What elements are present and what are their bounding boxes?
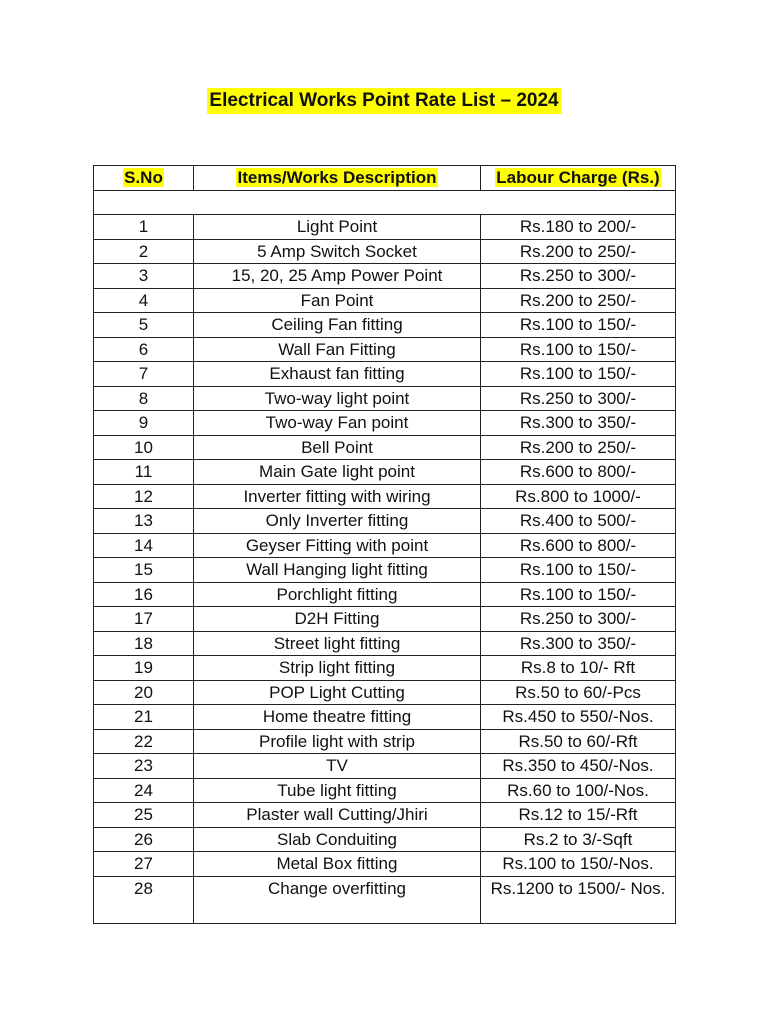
cell-charge: Rs.250 to 300/- (481, 386, 676, 411)
cell-charge: Rs.250 to 300/- (481, 264, 676, 289)
cell-description: Ceiling Fan fitting (194, 313, 481, 338)
cell-description: Slab Conduiting (194, 827, 481, 852)
cell-charge: Rs.100 to 150/-Nos. (481, 852, 676, 877)
cell-description: Inverter fitting with wiring (194, 484, 481, 509)
table-row (94, 533, 676, 558)
cell-charge: Rs.300 to 350/- (481, 631, 676, 656)
page-title: Electrical Works Point Rate List – 2024 (207, 88, 560, 114)
table-row (94, 386, 676, 411)
title-container (0, 88, 768, 114)
table-row (94, 778, 676, 803)
cell-description: Change overfitting (194, 876, 481, 923)
cell-description: Main Gate light point (194, 460, 481, 485)
cell-description: Street light fitting (194, 631, 481, 656)
table-row (94, 288, 676, 313)
cell-sno: 15 (94, 558, 194, 583)
cell-sno: 19 (94, 656, 194, 681)
cell-sno: 1 (94, 215, 194, 240)
cell-sno: 18 (94, 631, 194, 656)
cell-sno: 14 (94, 533, 194, 558)
cell-sno: 21 (94, 705, 194, 730)
cell-description: Profile light with strip (194, 729, 481, 754)
cell-sno: 28 (94, 876, 194, 923)
table-row (94, 313, 676, 338)
cell-sno: 20 (94, 680, 194, 705)
table-row (94, 631, 676, 656)
table-row (94, 803, 676, 828)
header-charge (481, 166, 676, 191)
table-body (94, 191, 676, 924)
table-row (94, 852, 676, 877)
table-row (94, 411, 676, 436)
cell-sno: 10 (94, 435, 194, 460)
table-row (94, 705, 676, 730)
table-row (94, 729, 676, 754)
table-row (94, 362, 676, 387)
table-row (94, 239, 676, 264)
cell-charge: Rs.12 to 15/-Rft (481, 803, 676, 828)
cell-charge: Rs.100 to 150/- (481, 582, 676, 607)
table-row (94, 656, 676, 681)
table-row (94, 827, 676, 852)
header-charge-label: Labour Charge (Rs.) (496, 168, 660, 187)
cell-sno: 25 (94, 803, 194, 828)
cell-charge: Rs.8 to 10/- Rft (481, 656, 676, 681)
rate-table (93, 165, 676, 924)
cell-description: 5 Amp Switch Socket (194, 239, 481, 264)
table-row (94, 876, 676, 923)
header-sno-label: S.No (124, 168, 163, 187)
cell-sno: 3 (94, 264, 194, 289)
cell-sno: 17 (94, 607, 194, 632)
table-row (94, 582, 676, 607)
cell-description: Metal Box fitting (194, 852, 481, 877)
cell-sno: 22 (94, 729, 194, 754)
cell-description: Home theatre fitting (194, 705, 481, 730)
cell-sno: 6 (94, 337, 194, 362)
table-header-row (94, 166, 676, 191)
cell-charge: Rs.200 to 250/- (481, 435, 676, 460)
cell-description: Wall Fan Fitting (194, 337, 481, 362)
spacer-cell (94, 191, 676, 215)
cell-sno: 13 (94, 509, 194, 534)
cell-charge: Rs.600 to 800/- (481, 533, 676, 558)
table-row (94, 509, 676, 534)
cell-description: Geyser Fitting with point (194, 533, 481, 558)
cell-charge: Rs.200 to 250/- (481, 288, 676, 313)
table-row (94, 607, 676, 632)
cell-charge: Rs.50 to 60/-Rft (481, 729, 676, 754)
cell-description: Bell Point (194, 435, 481, 460)
table-row (94, 460, 676, 485)
cell-sno: 11 (94, 460, 194, 485)
cell-description: D2H Fitting (194, 607, 481, 632)
spacer-row (94, 191, 676, 215)
cell-charge: Rs.100 to 150/- (481, 313, 676, 338)
table-row (94, 435, 676, 460)
cell-charge: Rs.50 to 60/-Pcs (481, 680, 676, 705)
table-row (94, 215, 676, 240)
cell-charge: Rs.350 to 450/-Nos. (481, 754, 676, 779)
cell-sno: 7 (94, 362, 194, 387)
table-row (94, 484, 676, 509)
cell-description: Only Inverter fitting (194, 509, 481, 534)
cell-sno: 26 (94, 827, 194, 852)
header-sno (94, 166, 194, 191)
cell-description: Plaster wall Cutting/Jhiri (194, 803, 481, 828)
cell-description: Wall Hanging light fitting (194, 558, 481, 583)
cell-sno: 12 (94, 484, 194, 509)
table-row (94, 680, 676, 705)
cell-sno: 4 (94, 288, 194, 313)
header-description-label: Items/Works Description (237, 168, 437, 187)
cell-description: Two-way Fan point (194, 411, 481, 436)
cell-description: TV (194, 754, 481, 779)
cell-sno: 5 (94, 313, 194, 338)
cell-sno: 27 (94, 852, 194, 877)
table-row (94, 754, 676, 779)
cell-description: Exhaust fan fitting (194, 362, 481, 387)
cell-charge: Rs.60 to 100/-Nos. (481, 778, 676, 803)
cell-sno: 9 (94, 411, 194, 436)
cell-charge: Rs.200 to 250/- (481, 239, 676, 264)
cell-charge: Rs.250 to 300/- (481, 607, 676, 632)
cell-charge: Rs.450 to 550/-Nos. (481, 705, 676, 730)
cell-sno: 23 (94, 754, 194, 779)
table-row (94, 264, 676, 289)
cell-charge: Rs.800 to 1000/- (481, 484, 676, 509)
cell-sno: 24 (94, 778, 194, 803)
cell-charge: Rs.600 to 800/- (481, 460, 676, 485)
cell-description: POP Light Cutting (194, 680, 481, 705)
cell-sno: 8 (94, 386, 194, 411)
cell-description: Strip light fitting (194, 656, 481, 681)
header-description (194, 166, 481, 191)
cell-description: Light Point (194, 215, 481, 240)
table-row (94, 558, 676, 583)
cell-charge: Rs.2 to 3/-Sqft (481, 827, 676, 852)
cell-description: Porchlight fitting (194, 582, 481, 607)
cell-sno: 16 (94, 582, 194, 607)
cell-charge: Rs.100 to 150/- (481, 362, 676, 387)
cell-description: 15, 20, 25 Amp Power Point (194, 264, 481, 289)
cell-charge: Rs.300 to 350/- (481, 411, 676, 436)
cell-charge: Rs.180 to 200/- (481, 215, 676, 240)
cell-charge: Rs.100 to 150/- (481, 558, 676, 583)
cell-description: Two-way light point (194, 386, 481, 411)
table-row (94, 337, 676, 362)
cell-sno: 2 (94, 239, 194, 264)
cell-charge: Rs.100 to 150/- (481, 337, 676, 362)
cell-charge: Rs.1200 to 1500/- Nos. (481, 876, 676, 923)
cell-description: Fan Point (194, 288, 481, 313)
cell-charge: Rs.400 to 500/- (481, 509, 676, 534)
cell-description: Tube light fitting (194, 778, 481, 803)
